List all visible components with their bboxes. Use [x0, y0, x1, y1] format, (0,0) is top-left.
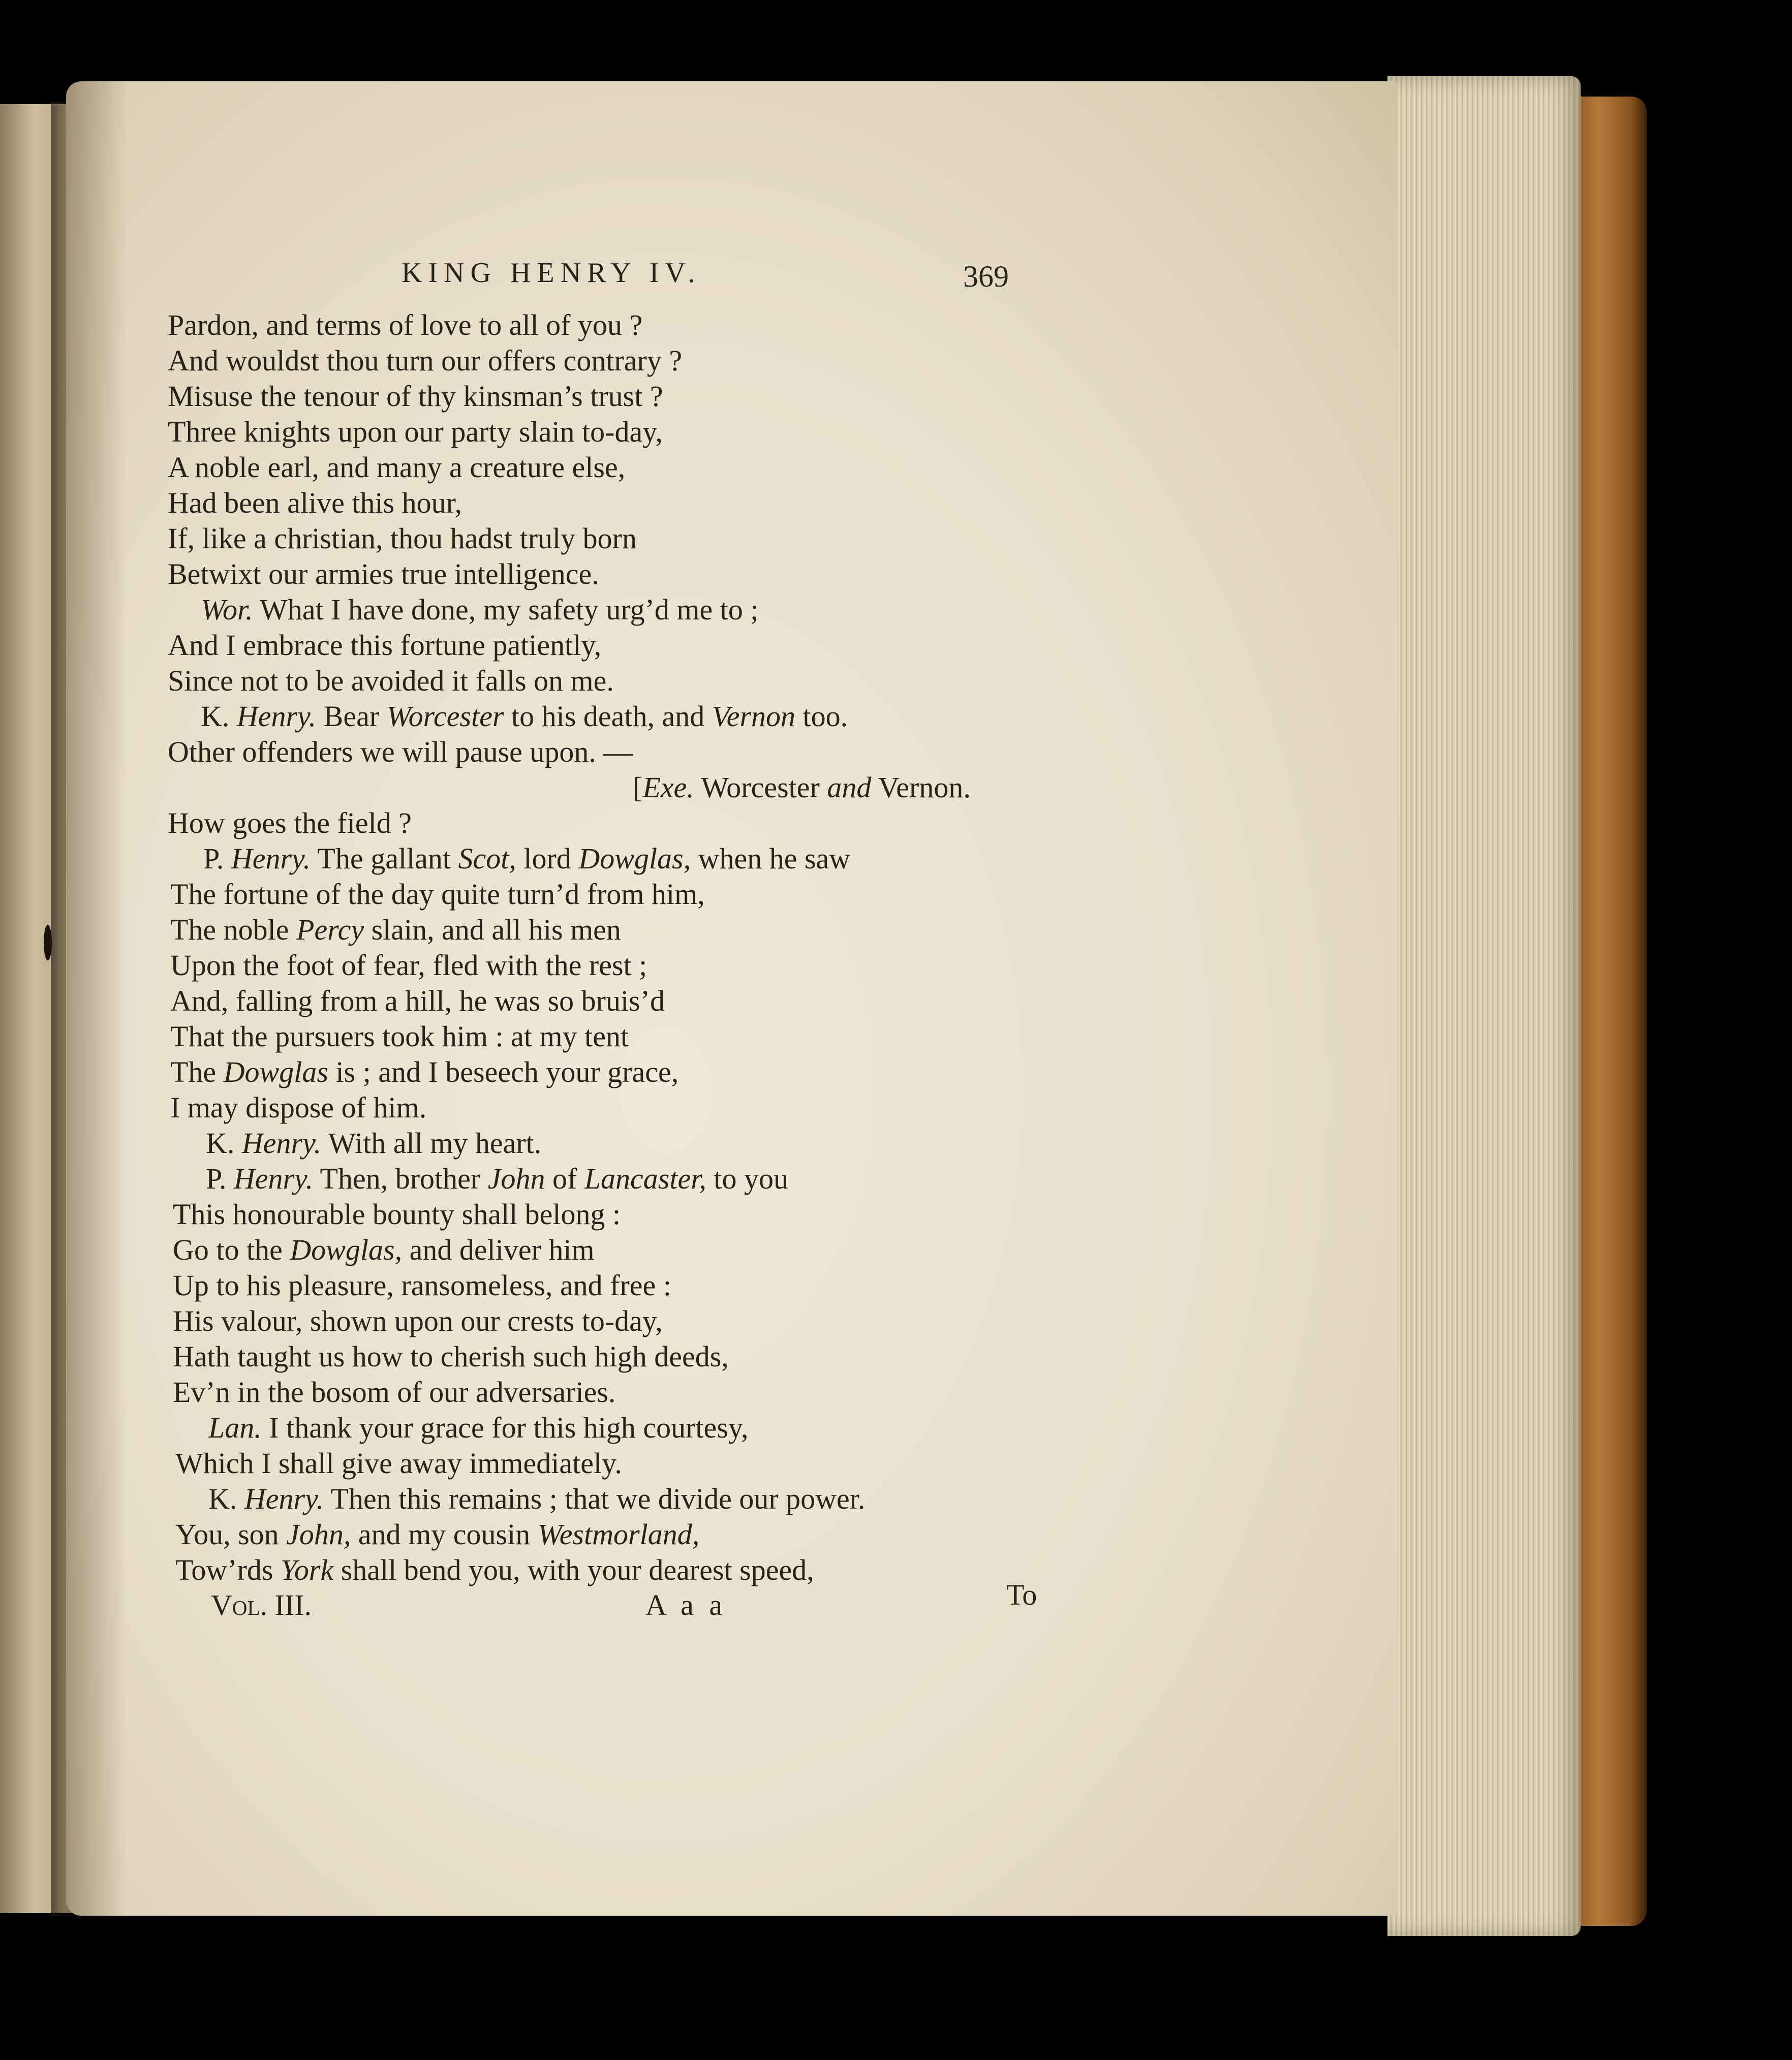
text-span: K.: [201, 700, 237, 733]
text-line: [168, 414, 663, 450]
text-span: And I embrace this fortune patiently,: [168, 629, 602, 662]
text-line: [206, 1126, 541, 1161]
signature-mark: A a a: [645, 1588, 727, 1621]
text-span: Then, brother: [313, 1162, 488, 1195]
text-line: [170, 1019, 629, 1054]
text-span: The: [170, 1055, 224, 1088]
text-span: to his death, and: [504, 700, 712, 733]
text-span: And, falling from a hill, he was so bruis’d: [170, 984, 665, 1017]
text-line: [168, 379, 663, 414]
text-span: The gallant: [311, 842, 458, 875]
text-span: Go to the: [173, 1233, 290, 1266]
text-line: [173, 1268, 671, 1303]
text-span: Bear: [316, 700, 387, 733]
text-span: Which I shall give away immediately.: [175, 1447, 622, 1480]
text-span: That the pursuers took him : at my tent: [170, 1020, 629, 1053]
text-line: [170, 1090, 426, 1126]
text-span: Vernon.: [871, 771, 971, 804]
text-line: [168, 734, 633, 770]
italic-text: Scot,: [458, 842, 516, 875]
text-line: [203, 841, 850, 877]
italic-text: Dowglas,: [290, 1233, 403, 1266]
text-line: [173, 1197, 621, 1232]
text-span: Ev’n in the bosom of our adversaries.: [173, 1376, 616, 1409]
text-span: Pardon, and terms of love to all of you ?: [168, 308, 643, 341]
text-line: [206, 1161, 788, 1197]
text-line: [168, 307, 642, 343]
volume-label: Vol. III.: [211, 1588, 312, 1621]
text-span: With all my heart.: [321, 1127, 542, 1160]
text-line: [201, 592, 759, 628]
text-span: I may dispose of him.: [170, 1091, 427, 1124]
text-line: [168, 485, 462, 521]
text-span: Betwixt our armies true intelligence.: [168, 557, 599, 590]
text-span: too.: [795, 700, 848, 733]
text-span: is ; and I beseech your grace,: [328, 1055, 679, 1088]
text-line: [201, 699, 848, 734]
text-line: [175, 1552, 814, 1588]
text-span: of: [545, 1162, 584, 1195]
italic-text: Vernon: [712, 700, 796, 733]
italic-text: Westmorland,: [537, 1518, 700, 1551]
text-line: [633, 770, 971, 805]
text-line: [173, 1232, 595, 1268]
text-span: Upon the foot of fear, fled with the rest ;: [170, 949, 647, 982]
text-span: Misuse the tenour of thy kinsman’s trust ?: [168, 380, 663, 413]
italic-text: Lan.: [208, 1411, 262, 1444]
text-line: [168, 663, 614, 699]
text-span: P.: [203, 842, 231, 875]
text-span: K.: [208, 1482, 244, 1515]
text-span: I thank your grace for this high courtesy,: [261, 1411, 749, 1444]
italic-text: Lancaster,: [584, 1162, 706, 1195]
text-span: to you: [706, 1162, 788, 1195]
text-span: This honourable bounty shall belong :: [173, 1198, 621, 1231]
italic-text: Henry.: [241, 1127, 322, 1160]
text-span: The noble: [170, 913, 297, 946]
text-line: [173, 1339, 729, 1375]
text-line: [208, 1410, 749, 1446]
text-line: [175, 1446, 622, 1481]
italic-text: Percy: [296, 913, 364, 946]
text-line: [173, 1303, 663, 1339]
text-line: [170, 1054, 678, 1090]
italic-text: York: [280, 1553, 334, 1586]
text-span: Three knights upon our party slain to-day,: [168, 415, 663, 448]
text-span: What I have done, my safety urg’d me to ;: [253, 593, 759, 626]
text-line: [175, 1517, 699, 1552]
text-line: [170, 983, 665, 1019]
running-head: KING HENRY IV.: [401, 257, 701, 289]
italic-text: Henry.: [231, 842, 311, 875]
text-line: [168, 805, 412, 841]
text-line: [168, 556, 599, 592]
text-line: [170, 912, 621, 948]
italic-text: John: [487, 1162, 545, 1195]
italic-text: Henry.: [244, 1482, 324, 1515]
text-span: lord: [516, 842, 579, 875]
text-span: P.: [206, 1162, 234, 1195]
text-span: Had been alive this hour,: [168, 486, 462, 519]
italic-text: Wor.: [201, 593, 253, 626]
text-line: [168, 521, 637, 556]
text-span: when he saw: [691, 842, 851, 875]
text-span: Hath taught us how to cherish such high deeds,: [173, 1340, 729, 1373]
italic-text: Exe.: [642, 771, 694, 804]
text-span: If, like a christian, thou hadst truly born: [168, 522, 637, 555]
text-line: [208, 1481, 865, 1517]
text-span: slain, and all his men: [364, 913, 621, 946]
text-span: His valour, shown upon our crests to-day,: [173, 1304, 663, 1337]
text-span: Worcester: [694, 771, 827, 804]
text-span: A noble earl, and many a creature else,: [168, 451, 626, 484]
text-span: How goes the field ?: [168, 806, 412, 839]
text-line: [168, 450, 625, 485]
text-span: Tow’rds: [175, 1553, 281, 1586]
italic-text: Worcester: [386, 700, 504, 733]
text-span: Since not to be avoided it falls on me.: [168, 664, 614, 697]
text-span: And wouldst thou turn our offers contrary ?: [168, 344, 683, 377]
text-span: Up to his pleasure, ransomeless, and free :: [173, 1269, 671, 1302]
page-number: 369: [963, 260, 1009, 293]
text-span: [: [633, 771, 643, 804]
text-span: shall bend you, with your dearest speed,: [333, 1553, 814, 1586]
text-span: Then this remains ; that we divide our power.: [324, 1482, 866, 1515]
text-span: The fortune of the day quite turn’d from him,: [170, 878, 705, 911]
catchword: To: [1006, 1578, 1037, 1611]
text-span: and deliver him: [402, 1233, 595, 1266]
italic-text: Henry.: [236, 700, 317, 733]
text-line: [170, 877, 705, 912]
italic-text: Dowglas: [223, 1055, 328, 1088]
text-span: Other offenders we will pause upon. —: [168, 735, 633, 768]
text-span: and my cousin: [351, 1518, 538, 1551]
text-span: K.: [206, 1127, 242, 1160]
italic-text: Henry.: [233, 1162, 314, 1195]
text-line: [170, 948, 647, 983]
italic-text: John,: [286, 1518, 351, 1551]
text-line: [173, 1375, 615, 1410]
text-span: You, son: [175, 1518, 287, 1551]
italic-text: Dowglas,: [578, 842, 691, 875]
text-line: [168, 343, 682, 379]
italic-text: and: [827, 771, 872, 804]
text-line: [168, 628, 601, 663]
